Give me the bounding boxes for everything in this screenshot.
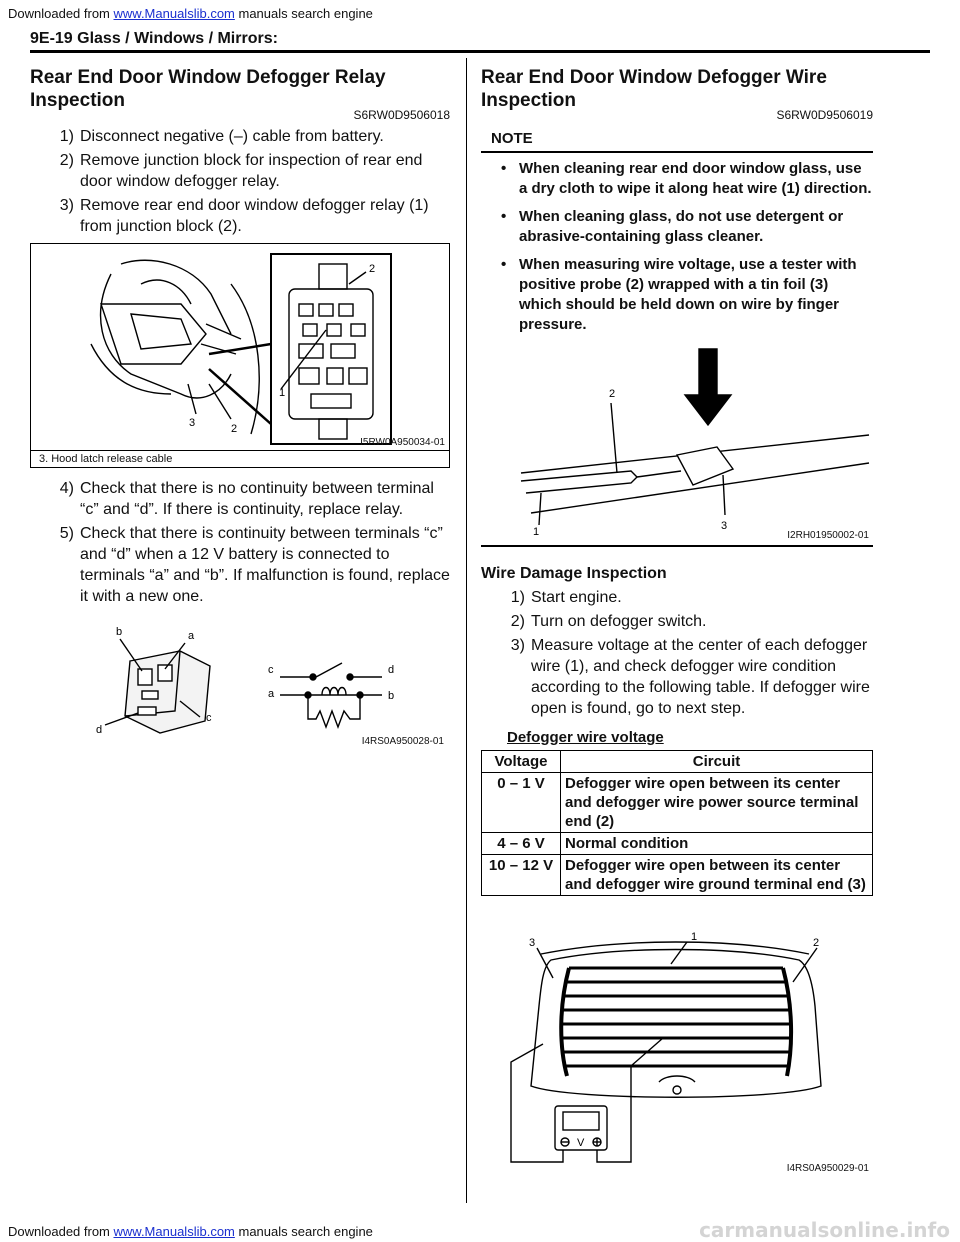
- table-cell: Defogger wire open between its center and defogger wire power source terminal end (2): [561, 773, 873, 833]
- terminal-label-c: c: [206, 712, 212, 724]
- table-row: [482, 773, 873, 833]
- terminal-label-a: a: [188, 630, 195, 642]
- column-divider: [466, 58, 467, 1203]
- probe-callout-3: 3: [721, 520, 728, 532]
- relay-section-code: S6RW0D9506018: [353, 108, 450, 122]
- left-column: [30, 66, 450, 749]
- bottom-download-banner: [8, 1224, 373, 1239]
- step-item: 4) Check that there is no continuity between terminal “c” and “d”. If there is continuity, replace relay.: [59, 480, 434, 518]
- terminal-label-d: d: [96, 724, 103, 736]
- page-header: 9E-19 Glass / Windows / Mirrors:: [30, 30, 278, 47]
- terminal-label-b: b: [116, 626, 123, 638]
- note-heading: NOTE: [491, 130, 533, 147]
- step-item: 1) Start engine.: [510, 589, 622, 606]
- note-item: • When measuring wire voltage, use a tester with positive probe (2) wrapped with a tin foil (3) which should be held down on wire by finger pressure.: [501, 256, 857, 333]
- footer-prefix: Downloaded from: [8, 1224, 114, 1239]
- rear-window-illustration: [481, 926, 873, 1176]
- table-cell: 4 – 6 V: [482, 833, 561, 855]
- manualslib-link[interactable]: www.Manualslib.com: [113, 6, 235, 21]
- wire-damage-heading: Wire Damage Inspection: [481, 565, 667, 582]
- step-item: 1) Disconnect negative (–) cable from battery.: [59, 128, 384, 145]
- relay-terminal-illustration: [30, 621, 448, 749]
- table-header: Circuit: [561, 751, 873, 773]
- wire-damage-steps: [481, 587, 873, 719]
- voltage-table-title: Defogger wire voltage: [507, 729, 664, 746]
- watermark-brand: carmanualsonline.info: [699, 1218, 950, 1242]
- circuit-label-b: b: [388, 690, 395, 702]
- step-item: 3) Measure voltage at the center of each defogger wire (1), and check defogger wire condition according to the following table. If defogger wire open is found, go to next step.: [510, 637, 870, 717]
- rear-window-figure: [481, 926, 873, 1176]
- window-callout-2: 2: [813, 937, 820, 949]
- note-rule-top: [481, 151, 873, 153]
- figure3-caption: I2RH01950002-01: [787, 530, 869, 541]
- meter-label: V: [577, 1137, 585, 1149]
- circuit-label-a: a: [268, 688, 275, 700]
- table-row: [482, 833, 873, 855]
- figure2-caption: I4RS0A950028-01: [361, 736, 444, 747]
- window-callout-1: 1: [691, 931, 698, 943]
- callout-1: 1: [279, 387, 286, 399]
- table-row: [482, 855, 873, 896]
- callout-2b: 2: [231, 423, 238, 435]
- relay-steps-b: [30, 478, 450, 607]
- banner-suffix: manuals search engine: [234, 6, 373, 21]
- voltage-table: [481, 750, 873, 896]
- note-rule-bottom: [481, 545, 873, 547]
- figure1-caption: I5RW0A950034-01: [360, 437, 445, 448]
- step-item: 5) Check that there is continuity between terminals “c” and “d” when a 12 V battery is connected to terminals “a” and “b”. If malfunction is found, replace it with a new one.: [59, 525, 450, 605]
- footer-suffix: manuals search engine: [234, 1224, 373, 1239]
- table-header: Voltage: [482, 751, 561, 773]
- wire-inspection-title: Rear End Door Window Defogger Wire Inspection: [481, 67, 827, 111]
- relay-terminal-figure: [30, 621, 448, 749]
- figure4-caption: I4RS0A950029-01: [786, 1163, 869, 1174]
- header-rule: [30, 50, 930, 53]
- top-download-banner: [8, 6, 373, 21]
- relay-inspection-title: Rear End Door Window Defogger Relay Inspection: [30, 67, 386, 111]
- junction-block-figure: [30, 243, 450, 451]
- step-item: 2) Remove junction block for inspection of rear end door window defogger relay.: [59, 152, 423, 190]
- probe-illustration: [481, 343, 873, 543]
- junction-block-illustration: [31, 244, 449, 450]
- banner-prefix: Downloaded from: [8, 6, 114, 21]
- manualslib-footer-link[interactable]: www.Manualslib.com: [113, 1224, 235, 1239]
- table-cell: 0 – 1 V: [482, 773, 561, 833]
- table-header-row: [482, 751, 873, 773]
- circuit-label-d: d: [388, 664, 395, 676]
- step-item: 3) Remove rear end door window defogger relay (1) from junction block (2).: [59, 197, 429, 235]
- table-cell: Defogger wire open between its center and defogger wire ground terminal end (3): [561, 855, 873, 896]
- probe-figure: [481, 343, 873, 543]
- note-item: • When cleaning glass, do not use detergent or abrasive-containing glass cleaner.: [501, 208, 844, 245]
- figure1-legend: 3. Hood latch release cable: [30, 451, 450, 468]
- probe-callout-2: 2: [609, 388, 616, 400]
- table-cell: Normal condition: [561, 833, 873, 855]
- step-item: 2) Turn on defogger switch.: [510, 613, 707, 630]
- circuit-label-c: c: [268, 664, 274, 676]
- table-cell: 10 – 12 V: [482, 855, 561, 896]
- note-list: [481, 159, 873, 335]
- probe-callout-1: 1: [533, 526, 540, 538]
- window-callout-3: 3: [529, 937, 536, 949]
- callout-2: 2: [369, 263, 376, 275]
- relay-steps-a: [30, 126, 450, 237]
- note-item: • When cleaning rear end door window glass, use a dry cloth to wipe it along heat wire (1) direction.: [501, 160, 872, 197]
- right-column: [481, 66, 873, 1176]
- wire-section-code: S6RW0D9506019: [776, 108, 873, 122]
- callout-3: 3: [189, 417, 196, 429]
